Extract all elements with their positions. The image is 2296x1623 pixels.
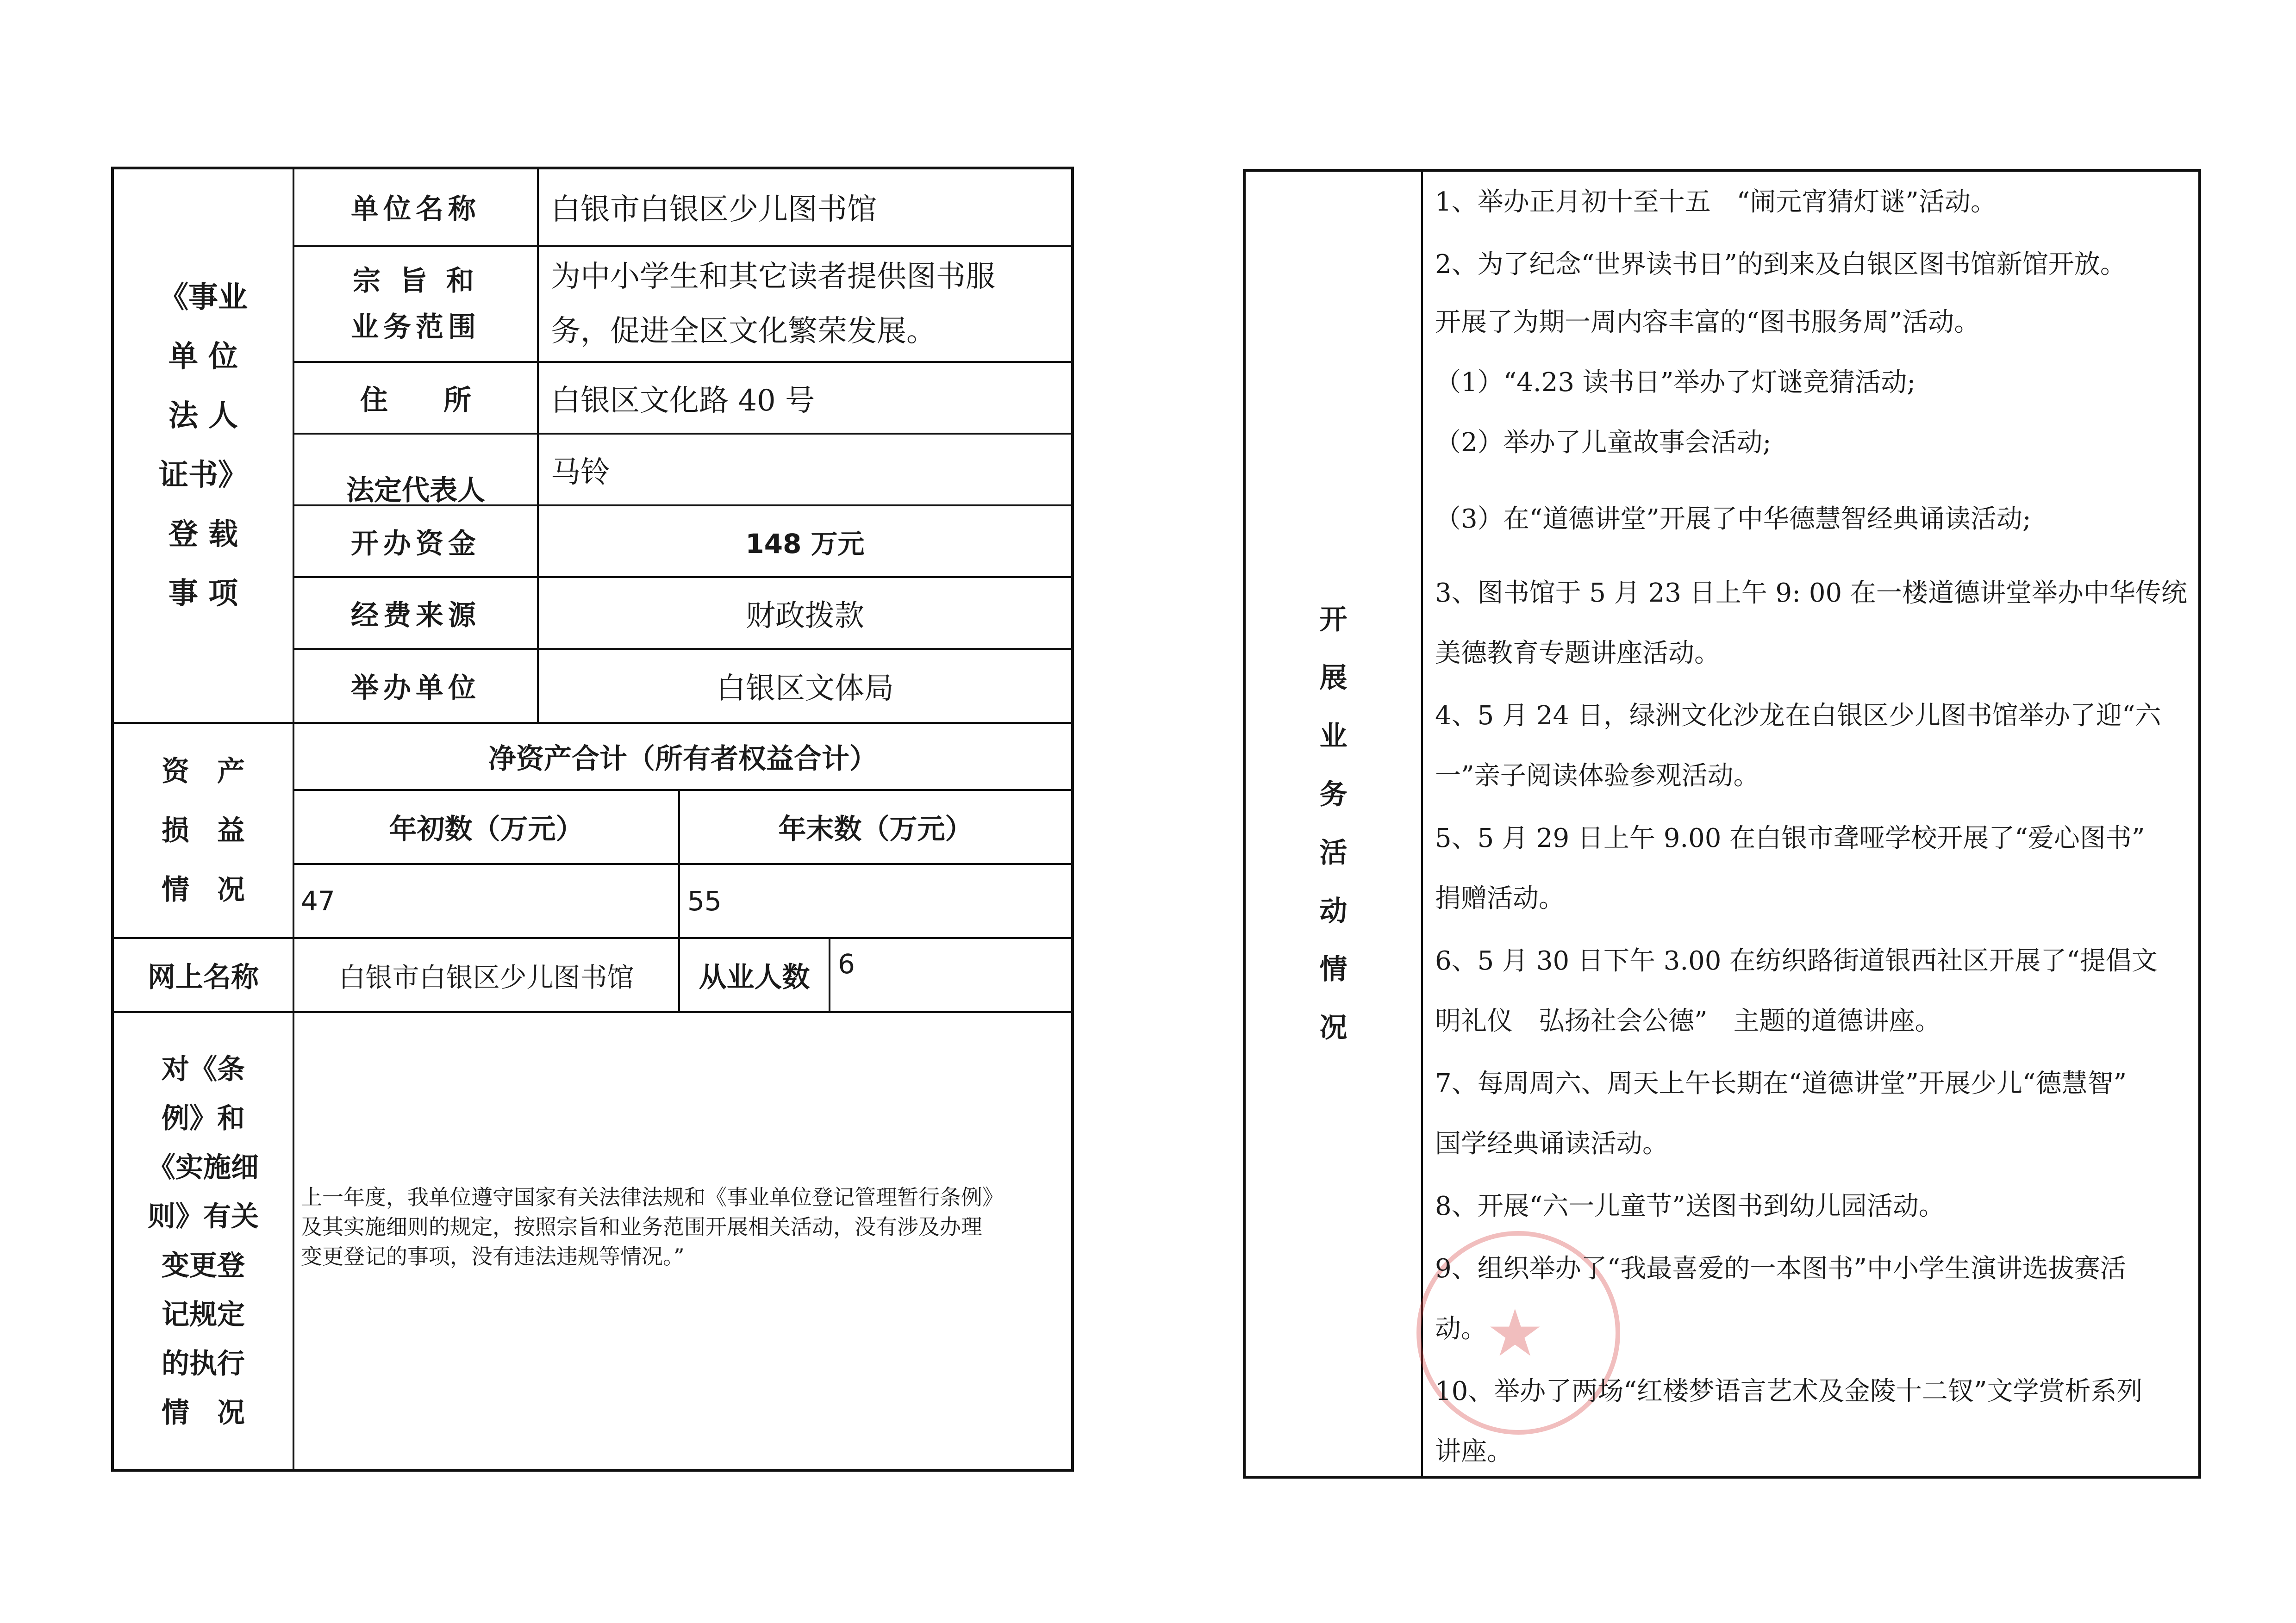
legal-representative-label: 法定代表人 xyxy=(346,474,485,507)
activity-line: 国学经典诵读活动。 xyxy=(1435,1129,1668,1159)
activity-line: 明礼仪 弘扬社会公德” 主题的道德讲座。 xyxy=(1435,1006,1941,1036)
activity-line: 2、为了纪念“世界读书日”的到来及白银区图书馆新馆开放。 xyxy=(1435,249,2126,280)
purpose-scope-value: 为中小学生和其它读者提供图书服 务，促进全区文化繁荣发展。 xyxy=(551,260,995,348)
activity-line: 7、每周周六、周天上午长期在“道德讲堂”开展少儿“德慧智” xyxy=(1435,1069,2127,1099)
start-of-year-value: 47 xyxy=(301,885,335,917)
activity-line: （1）“4.23 读书日”举办了灯谜竞猜活动; xyxy=(1435,367,1916,398)
end-of-year-value: 55 xyxy=(687,885,722,917)
activity-line: （3）在“道德讲堂”开展了中华德慧智经典诵读活动; xyxy=(1435,504,2031,534)
activities-title: 开 展 业 务 活 动 情 况 xyxy=(1319,603,1348,1044)
activity-line: 5、5 月 29 日上午 9.00 在白银市聋哑学校开展了“爱心图书” xyxy=(1435,823,2145,853)
online-divider-2 xyxy=(829,937,830,1011)
sponsor-unit-value: 白银区文体局 xyxy=(716,672,894,706)
activity-line: （2）举办了儿童故事会活动; xyxy=(1435,428,1772,458)
legal-representative-value: 马铃 xyxy=(551,455,610,490)
staff-count-label: 从业人数 xyxy=(699,961,810,994)
activity-line: 开展了为期一周内容丰富的“图书服务周”活动。 xyxy=(1435,307,1980,337)
activity-line: 9、组织举办了“我最喜爱的一本图书”中小学生演讲选拔赛活 xyxy=(1435,1254,2126,1284)
staff-count-value: 6 xyxy=(838,948,855,980)
activity-line: 美德教育专题讲座活动。 xyxy=(1435,638,1720,668)
capital-value: 148 万元 xyxy=(745,528,865,560)
start-of-year-header: 年初数（万元） xyxy=(389,813,584,846)
activity-line: 一”亲子阅读体验参观活动。 xyxy=(1435,761,1759,791)
unit-name-label: 单位名称 xyxy=(351,193,480,225)
activity-line: 6、5 月 30 日下午 3.00 在纺织路街道银西社区开展了“提倡文 xyxy=(1435,946,2158,976)
unit-name-value: 白银市白银区少儿图书馆 xyxy=(551,193,877,227)
address-value: 白银区文化路 40 号 xyxy=(551,383,815,418)
activity-line: 10、举办了两场“红楼梦语言艺术及金陵十二钗”文学赏析系列 xyxy=(1435,1376,2143,1406)
activity-line: 8、开展“六一儿童节”送图书到幼儿园活动。 xyxy=(1435,1191,1945,1221)
activity-line: 捐赠活动。 xyxy=(1435,883,1565,914)
registration-items-title: 《事业 单 位 法 人 证书》 登 载 事 项 xyxy=(159,280,248,611)
funding-source-value: 财政拨款 xyxy=(746,598,864,633)
online-name-value: 白银市白银区少儿图书馆 xyxy=(338,962,634,993)
seal-star-icon: ★ xyxy=(1486,1296,1544,1371)
capital-label: 开办资金 xyxy=(351,527,480,560)
address-label: 住 所 xyxy=(360,384,471,417)
sponsor-unit-label: 举办单位 xyxy=(351,672,480,704)
funding-source-label: 经费来源 xyxy=(351,599,480,632)
compliance-title: 对《条 例》和 《实施细 则》有关 变更登 记规定 的执行 情 况 xyxy=(148,1053,259,1429)
net-assets-header: 净资产合计（所有者权益合计） xyxy=(488,742,877,775)
activities-col-divider xyxy=(1421,169,1423,1479)
activity-line: 3、图书馆于 5 月 23 日上午 9: 00 在一楼道德讲堂举办中华传统 xyxy=(1435,578,2187,608)
activity-line: 4、5 月 24 日，绿洲文化沙龙在白银区少儿图书馆举办了迎“六 xyxy=(1435,701,2161,731)
activity-line: 讲座。 xyxy=(1435,1436,1513,1467)
activity-line: 1、举办正月初十至十五 “闹元宵猜灯谜”活动。 xyxy=(1435,187,1997,217)
compliance-statement: 上一年度，我单位遵守国家有关法律法规和《事业单位登记管理暂行条例》 及其实施细则的规定，按照宗旨和业务范围开展相关活动，没有涉及办理 变更登记的事项，没有违法违规等情况。” xyxy=(301,1185,1004,1269)
end-of-year-header: 年末数（万元） xyxy=(778,813,973,846)
activity-line: 动。 xyxy=(1435,1314,1487,1344)
assets-title: 资 产 损 益 情 况 xyxy=(162,755,245,906)
purpose-scope-label: 宗 旨 和 业务范围 xyxy=(351,265,480,343)
online-name-label: 网上名称 xyxy=(148,961,259,994)
